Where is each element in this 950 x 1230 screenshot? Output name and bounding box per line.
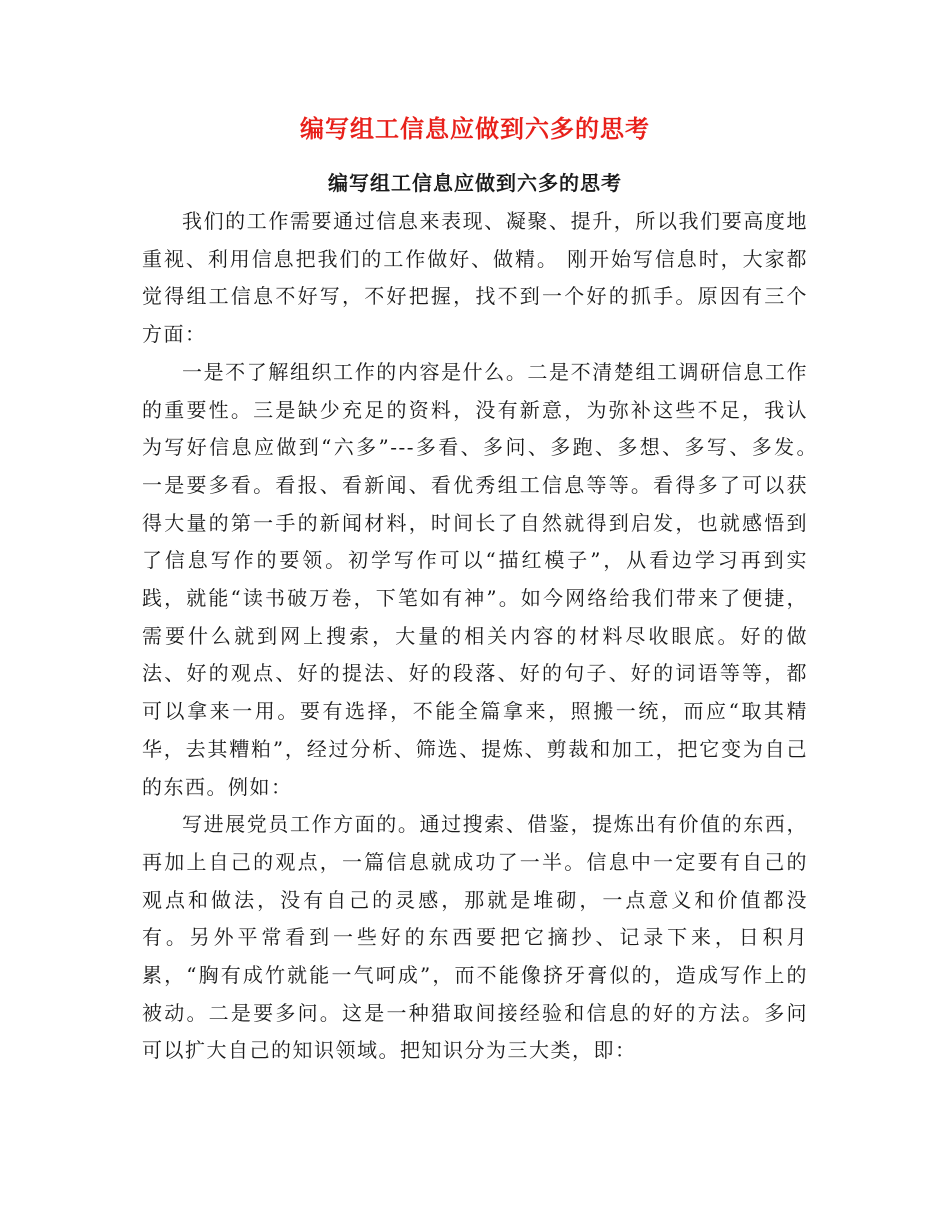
paragraph-intro: 我们的工作需要通过信息来表现、凝聚、提升，所以我们要高度地重视、利用信息把我们的工作做好、做精。 刚开始写信息时，大家都觉得组工信息不好写，不好把握，找不到一个好的抓手。原因有三个方面： <box>142 209 808 347</box>
document-subtitle: 编写组工信息应做到六多的思考 <box>328 171 622 195</box>
paragraph-reasons: 一是不了解组织工作的内容是什么。二是不清楚组工调研信息工作的重要性。三是缺少充足的资料，没有新意，为弥补这些不足，我认为写好信息应做到“六多”---多看、多问、多跑、多想、多写、多发。 一是要多看。看报、看新闻、看优秀组工信息等等。看得多了可以获得大量的第一手的新闻材料，时间长了自然就得到启发，也就感悟到了信息写作的要领。初学写作可以“描红模子”，从看边学习再到实践，就能“读书破万卷，下笔如有神”。如今网络给我们带来了便捷，需要什么就到网上搜索，大量的相关内容的材料尽收眼底。好的做法、好的观点、好的提法、好的段落、好的句子、好的词语等等，都可以拿来一用。要有选择，不能全篇拿来，照搬一统，而应“取其精华，去其糟粕”，经过分析、筛选、提炼、剪裁和加工，把它变为自己的东西。例如： <box>142 359 830 799</box>
document-title: 编写组工信息应做到六多的思考 <box>300 114 650 143</box>
paragraph-example: 写进展党员工作方面的。通过搜索、借鉴，提炼出有价值的东西，再加上自己的观点，一篇信息就成功了一半。信息中一定要有自己的观点和做法，没有自己的灵感，那就是堆砌，一点意义和价值都没有。另外平常看到一些好的东西要把它摘抄、记录下来，日积月累，“胸有成竹就能一气呵成”，而不能像挤牙膏似的，造成写作上的被动。二是要多问。这是一种猎取间接经验和信息的好的方法。多问可以扩大自己的知识领域。把知识分为三大类，即： <box>142 812 808 1063</box>
document-body <box>142 203 830 1070</box>
